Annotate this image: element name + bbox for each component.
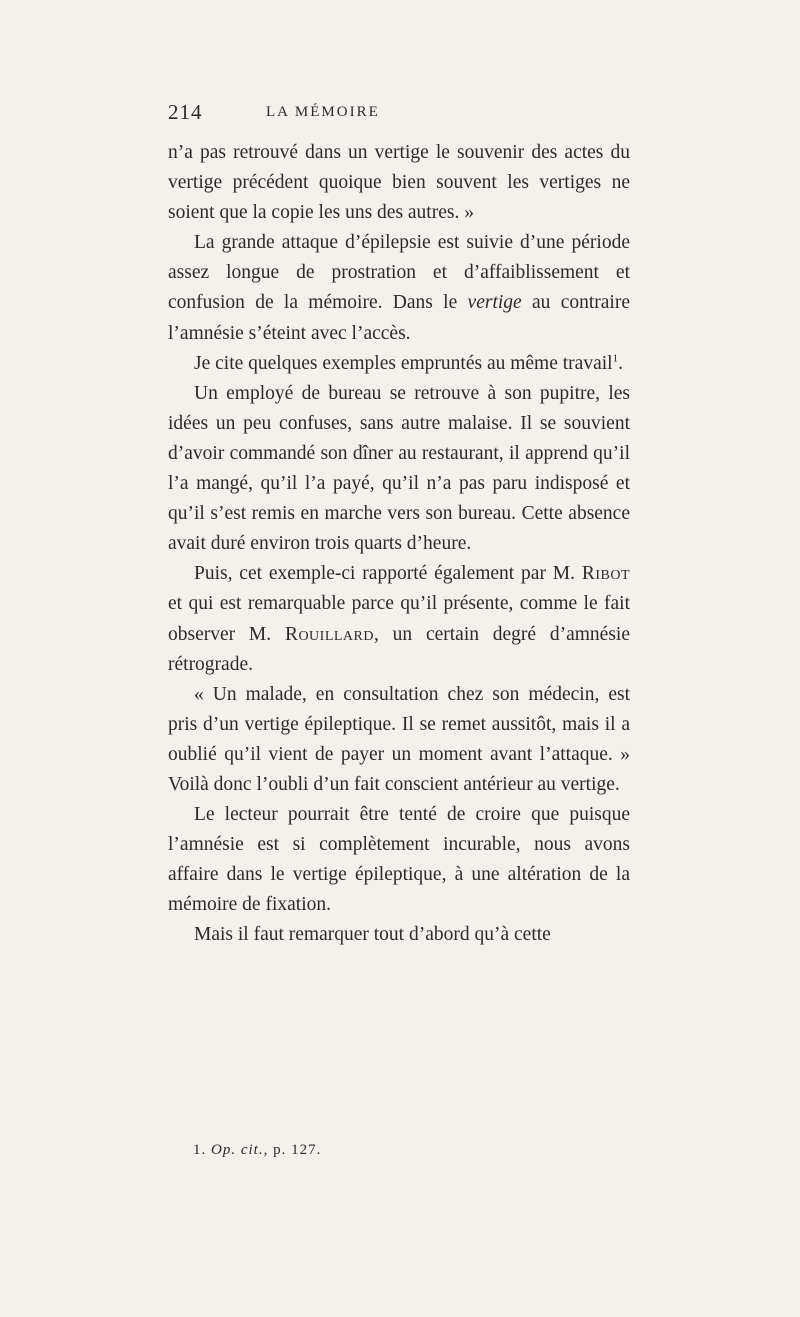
author-name: Rouillard xyxy=(284,623,374,645)
footnote-marker: 1 xyxy=(612,352,619,365)
paragraph-text: et qui est remarquable parce qu’il présente, comme le fait observer M. xyxy=(168,593,630,645)
body-text xyxy=(168,138,630,951)
paragraph-text: Un employé de bureau se retrouve à son pupitre, les idées un peu confuses, sans autre malaise. Il se souvient d’avoir commandé son dîner au restaurant, il apprend qu’il l’a mangé, qu’il l’a payé, qu’il n’a pas paru indisposé et qu’il s’est remis en marche vers son bureau. Cette absence avait duré environ trois quarts d’heure. xyxy=(168,382,630,555)
footnote-page-ref: , p. 127. xyxy=(263,1142,322,1158)
paragraph xyxy=(168,379,630,560)
paragraph-text: La grande attaque d’épilepsie est suivie d’une période assez longue de prostration et d’affaiblissement et confusion de la mémoire. Dans le xyxy=(168,232,630,314)
footnote-citation: Op. cit. xyxy=(211,1142,264,1158)
paragraph-text: , un certain degré d’amnésie rétrograde. xyxy=(168,623,631,675)
paragraph xyxy=(168,349,630,379)
paragraph xyxy=(168,680,630,800)
footnote xyxy=(193,1142,321,1159)
paragraph xyxy=(168,559,630,679)
footnote-number: 1. xyxy=(193,1142,207,1158)
paragraph xyxy=(168,800,630,920)
page-header xyxy=(168,100,628,130)
running-title: LA MÉMOIRE xyxy=(266,104,380,120)
italic-term: vertige xyxy=(467,292,522,314)
paragraph-text: Le lecteur pourrait être tenté de croire que puisque l’amnésie est si complètement incurable, nous avons affaire dans le vertige épileptique, à une altération de la mémoire de fixation. xyxy=(168,804,630,916)
paragraph-text: Puis, cet exemple-ci rapporté également par M. xyxy=(194,563,582,585)
paragraph-text: n’a pas retrouvé dans un vertige le souvenir des actes du vertige précédent quoique bien souvent les vertiges ne soient que la copie les uns des autres. » xyxy=(168,142,630,224)
paragraph xyxy=(168,228,630,348)
paragraph-text: « Un malade, en consultation chez son médecin, est pris d’un vertige épileptique. Il se remet aussitôt, mais il a oublié qu’il vient de payer un moment avant l’attaque. » Voilà donc l’oubli d’un fait conscient antérieur au vertige. xyxy=(168,683,630,795)
paragraph-text: au contraire l’amnésie s’éteint avec l’accès. xyxy=(168,292,630,344)
paragraph xyxy=(168,920,630,950)
page-number: 214 xyxy=(168,100,203,124)
paragraph xyxy=(168,138,630,228)
author-name: Ribot xyxy=(581,563,630,585)
paragraph-text: Je cite quelques exemples empruntés au même travail xyxy=(194,352,613,374)
paragraph-text: Mais il faut remarquer tout d’abord qu’à cette xyxy=(194,924,551,946)
paragraph-text: . xyxy=(618,352,623,374)
